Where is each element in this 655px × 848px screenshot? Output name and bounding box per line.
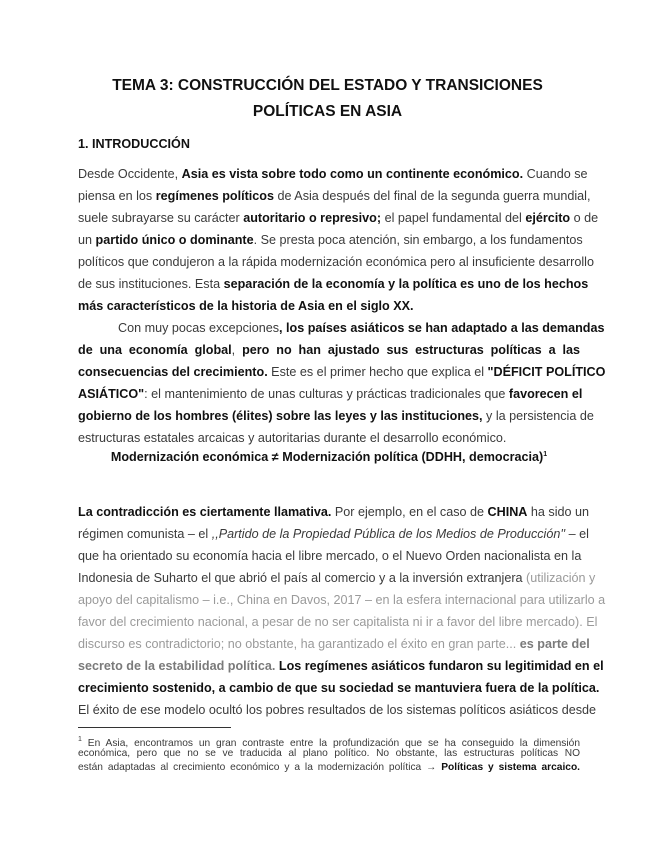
text-run: : el mantenimiento de unas culturas y prácticas tradicionales que	[144, 387, 509, 401]
footnote-marker: 1	[78, 736, 82, 743]
text-run: – el	[565, 527, 589, 541]
text-line	[78, 567, 596, 589]
bold-text: ASIÁTICO"	[78, 387, 145, 401]
text-run: régimen comunista – el	[78, 527, 212, 541]
text-run: Por ejemplo, en el caso de	[331, 505, 488, 519]
bold-text: La contradicción es ciertamente llamativa.	[78, 505, 332, 519]
gray-text: secreto de la estabilidad política.	[78, 659, 276, 673]
text-line	[78, 185, 591, 207]
text-line	[78, 611, 598, 633]
text-run: estructuras estatales arcaicas y autoritarias durante el desarrollo económico.	[78, 431, 507, 445]
gray-text: apoyo del capitalismo – i.e., China en Davos, 2017 – en la esfera internacional para utilizarlo a	[78, 593, 606, 607]
text-run: económica, pero que no se ve traducida al plano político. No obstante, las estructuras políticas NO	[78, 748, 580, 759]
text-run: políticos que condujeron a la rápida modernización económica pero al insuficiente desarrollo	[78, 255, 594, 269]
text-run: En Asia, encontramos un gran contraste entre la profundización que se ha conseguido la dimensión	[81, 738, 580, 749]
text-line	[78, 761, 580, 775]
text-run: y la persistencia de	[482, 409, 594, 423]
text-run: ,	[231, 343, 243, 357]
bold-text: separación de la economía y la política es uno de los hechos	[223, 277, 589, 291]
bold-text: pero no han ajustado sus estructuras políticas a las	[242, 343, 580, 357]
text-run: . Se presta poca atención, sin embargo, a los fundamentos	[253, 233, 583, 247]
text-line	[78, 383, 583, 405]
bold-text: autoritario o represivo;	[243, 211, 382, 225]
bold-text: gobierno de los hombres (élites) sobre las leyes y las instituciones,	[78, 409, 483, 423]
text-line	[78, 427, 580, 449]
bold-text: Los regímenes asiáticos fundaron su legitimidad en el	[275, 659, 604, 673]
text-run: Este es el primer hecho que explica el	[267, 365, 488, 379]
text-line	[78, 501, 590, 523]
text-line	[78, 405, 594, 427]
text-line	[78, 361, 606, 383]
text-run: de Asia después del final de la segunda guerra mundial,	[274, 189, 591, 203]
bold-text: favorecen el	[508, 387, 583, 401]
text-run: suele subrayarse su carácter	[78, 211, 244, 225]
text-line	[78, 251, 594, 273]
text-line	[78, 207, 599, 229]
gray-text: discurso es contradictorio; no obstante, ha garantizado el éxito en gran parte...	[78, 637, 520, 651]
bold-text: regímenes políticos	[155, 189, 274, 203]
italic-text: ,,Partido de la Propiedad Pública de los Medios de Producción''	[211, 527, 566, 541]
bold-text: ejército	[525, 211, 571, 225]
bold-text: crecimiento sostenido, a cambio de que su sociedad se mantuviera fuera de la política.	[78, 681, 600, 695]
text-line	[78, 229, 583, 251]
bold-text: Asia es vista sobre todo como un continente económico.	[181, 167, 524, 181]
gray-text: es parte del	[519, 637, 590, 651]
text-run: El éxito de ese modelo ocultó los pobres resultados de los sistemas políticos asiáticos desde	[78, 703, 597, 717]
text-line	[78, 699, 597, 721]
bold-text: partido único o dominante	[95, 233, 254, 247]
text-run: el papel fundamental del	[381, 211, 526, 225]
footnote-divider	[78, 727, 231, 728]
text-line	[78, 633, 590, 655]
text-line	[78, 523, 589, 545]
text-run: ha sido un	[527, 505, 590, 519]
paragraph-2	[78, 317, 606, 449]
bold-text: Políticas y sistema arcaico.	[441, 762, 580, 773]
text-run: Desde Occidente,	[78, 167, 182, 181]
key-statement	[78, 450, 580, 464]
document-title-line-2: POLÍTICAS EN ASIA	[252, 103, 403, 120]
text-line	[78, 747, 580, 761]
text-run: Cuando se	[523, 167, 588, 181]
text-line	[78, 545, 580, 567]
gray-text: favor del crecimiento nacional, a pesar de no ser capitalista ni ir a favor del libre mercado). El	[78, 615, 598, 629]
text-run: están adaptadas al crecimiento económico y a la modernización política →	[78, 762, 442, 773]
paragraph-1	[78, 163, 599, 317]
text-line	[78, 339, 580, 361]
text-line	[78, 733, 580, 747]
bold-text: CHINA	[487, 505, 528, 519]
bold-text: , los países asiáticos se han adaptado a las demandas	[279, 321, 605, 335]
text-line	[78, 677, 600, 699]
footnote	[78, 733, 580, 775]
text-run: de sus instituciones. Esta	[78, 277, 224, 291]
text-run: Con muy pocas excepciones	[118, 321, 280, 335]
bold-text: más característicos de la historia de Asia en el siglo XX.	[78, 299, 414, 313]
key-statement-text: Modernización económica ≠ Modernización política (DDHH, democracia)	[110, 450, 544, 464]
text-line	[78, 655, 604, 677]
text-line	[78, 273, 589, 295]
gray-text: (utilización y	[526, 571, 596, 585]
section-heading: 1. INTRODUCCIÓN	[78, 137, 190, 151]
bold-text: consecuencias del crecimiento.	[78, 365, 268, 379]
bold-text: "DÉFICIT POLÍTICO	[487, 365, 606, 379]
text-run: o de	[570, 211, 599, 225]
text-run: Indonesia de Suharto el que abrió el país al comercio y a la inversión extranjera	[78, 571, 527, 585]
text-line	[78, 589, 606, 611]
paragraph-3	[78, 501, 606, 721]
document-title-line-1: TEMA 3: CONSTRUCCIÓN DEL ESTADO Y TRANSICIONES	[112, 77, 543, 94]
text-run: un	[78, 233, 96, 247]
text-line	[78, 295, 580, 317]
footnote-reference[interactable]: 1	[543, 451, 548, 458]
text-run: que ha orientado su economía hacia el libre mercado, o el Nuevo Orden nacionalista en la	[78, 549, 582, 563]
text-line	[78, 163, 588, 185]
bold-text: de una economía global	[78, 343, 232, 357]
text-run: piensa en los	[78, 189, 156, 203]
text-line	[78, 317, 605, 339]
